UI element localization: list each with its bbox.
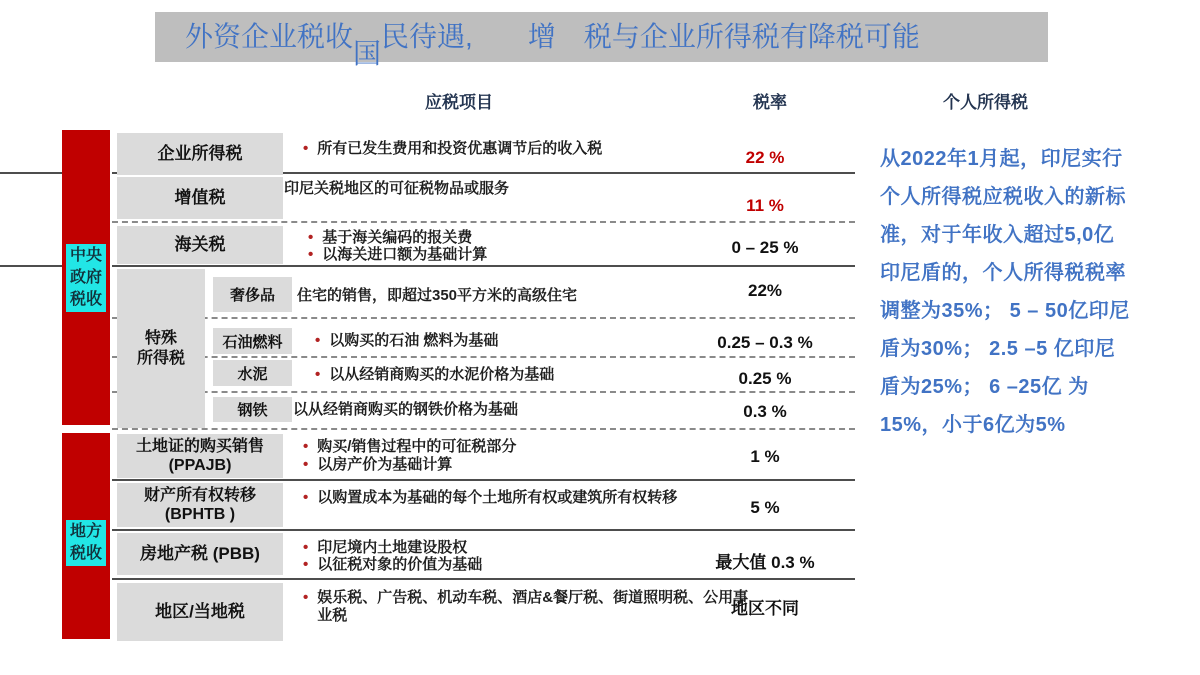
row-label-customs-tax [117, 226, 283, 264]
desc-steel [293, 401, 518, 419]
divider-line [112, 479, 855, 481]
central-label-line: 税收 [69, 291, 102, 308]
desc-text: 印尼关税地区的可征税物品或服务 [284, 180, 510, 197]
slide-title [155, 12, 1048, 69]
bullet-icon [303, 140, 308, 158]
subrow-label-luxury [213, 277, 292, 312]
row-label-corporate-income-tax [117, 133, 283, 175]
desc-text: 以从经销商购买的钢铁价格为基础 [293, 401, 519, 418]
bullet-icon [308, 229, 313, 247]
row-label-text: (BPHTB ) [164, 506, 236, 523]
desc-cement [315, 366, 554, 384]
row-label-text: 增值税 [174, 187, 226, 207]
subrow-label-oil-fuel [213, 328, 292, 354]
desc-text: 以海关进口额为基础计算 [322, 246, 488, 263]
rate-luxury: 22% [747, 281, 783, 300]
central-gov-tax-label [66, 244, 106, 312]
rate-steel: 0.3 % [743, 402, 787, 421]
subrow-label-text: 钢铁 [237, 402, 268, 419]
rate-oil-fuel: 0.25 – 0.3 % [717, 333, 813, 352]
bullet-icon [303, 556, 308, 574]
desc-text: 基于海关编码的报关费 [322, 229, 473, 246]
divider-line [112, 391, 855, 393]
bullet-icon [303, 489, 308, 507]
bullet-icon [315, 332, 320, 350]
desc-corporate-income-tax [303, 140, 602, 158]
row-label-ppajb [117, 434, 283, 478]
desc-text: 娱乐税、广告税、机动车税、酒店&餐厅税、街道照明税、公用事业税 [317, 589, 749, 624]
row-label-pbb [117, 533, 283, 575]
local-tax-label [66, 520, 106, 566]
row-label-text: 特殊 [144, 330, 177, 348]
divider-line [112, 356, 855, 358]
rate-regional: 地区不同 [731, 599, 799, 618]
left-stub-line-top [0, 172, 62, 174]
bullet-icon [303, 539, 308, 557]
desc-ppajb-1 [303, 438, 516, 456]
divider-line [112, 578, 855, 580]
rate-cement: 0.25 % [738, 369, 792, 388]
central-label-line: 政府 [69, 269, 102, 286]
bullet-icon [308, 246, 313, 264]
title-part4: 税与企业所得税有降税可能 [583, 21, 920, 52]
row-label-text: 土地证的购买销售 [135, 437, 264, 455]
desc-customs-2 [308, 246, 487, 264]
row-label-text: 地区/当地税 [155, 601, 245, 621]
rate-vat: 11 % [746, 196, 784, 215]
title-part1: 外资企业税收 [185, 21, 354, 52]
row-label-text: 房地产税 (PBB) [140, 543, 260, 563]
bullet-icon [303, 589, 308, 607]
desc-text: 印尼境内土地建设股权 [317, 539, 468, 556]
left-stub-line-bottom [0, 265, 62, 267]
header-tax-rate: 税率 [753, 93, 787, 112]
subrow-label-text: 石油燃料 [222, 333, 283, 351]
divider-line [112, 529, 855, 531]
desc-vat [284, 180, 509, 198]
header-personal-income-tax: 个人所得税 [943, 93, 1028, 112]
desc-customs-1 [308, 229, 472, 247]
divider-line [112, 428, 855, 430]
desc-text: 购买/销售过程中的可征税部分 [317, 438, 517, 455]
title-dropped-char: 国 [353, 38, 382, 69]
desc-regional [303, 589, 753, 624]
local-label-line: 地方 [69, 523, 102, 540]
desc-luxury [297, 287, 577, 305]
divider-line [112, 265, 855, 267]
row-label-bphtb [117, 483, 283, 527]
row-label-text: 企业所得税 [157, 143, 243, 163]
bullet-icon [315, 366, 320, 384]
row-label-text: (PPAJB) [168, 457, 232, 474]
rate-customs: 0 – 25 % [731, 238, 799, 257]
bullet-icon [303, 456, 308, 474]
row-label-vat [117, 177, 283, 219]
rate-corporate-income-tax: 22 % [745, 148, 785, 167]
title-part3: 增 [527, 21, 556, 52]
row-label-text: 所得税 [136, 349, 185, 367]
central-label-line: 中央 [69, 247, 102, 264]
rate-pbb: 最大值 0.3 % [715, 553, 815, 572]
row-label-text: 财产所有权转移 [143, 486, 256, 504]
subrow-label-text: 水泥 [237, 365, 268, 383]
row-label-special-income-tax [117, 269, 205, 428]
desc-text: 以征税对象的价值为基础 [317, 556, 483, 573]
desc-text: 住宅的销售，即超过350平方米的高级住宅 [297, 287, 578, 304]
desc-pbb-2 [303, 556, 482, 574]
subrow-label-cement [213, 360, 292, 386]
rate-bphtb: 5 % [750, 498, 780, 517]
row-label-regional-tax [117, 583, 283, 641]
subrow-label-steel [213, 397, 292, 422]
row-label-text: 海关税 [174, 234, 226, 254]
desc-pbb-1 [303, 539, 467, 557]
rate-ppajb: 1 % [750, 447, 780, 466]
desc-ppajb-2 [303, 456, 452, 474]
subrow-label-text: 奢侈品 [229, 287, 275, 304]
desc-text: 所有已发生费用和投资优惠调节后的收入税 [317, 140, 603, 157]
desc-oil-fuel [315, 332, 498, 350]
divider-line [112, 221, 855, 223]
title-part2: 民待遇, [381, 21, 473, 52]
local-label-line: 税收 [69, 545, 102, 562]
desc-text: 以购买的石油 燃料为基础 [329, 332, 499, 349]
divider-line [112, 317, 855, 319]
desc-text: 以从经销商购买的水泥价格为基础 [329, 366, 555, 383]
desc-text: 以房产价为基础计算 [317, 456, 453, 473]
personal-income-tax-note: 从2022年1月起，印尼实行个人所得税应税收入的新标准，对于年收入超过5,0亿印尼盾的，个人所得税税率调整为35%； 5 – 50亿印尼盾为30%； 2.5 –5 亿印尼盾为25%； 6 –25亿 为15%，小于6亿为5% [880, 148, 1130, 436]
desc-text: 以购置成本为基础的每个土地所有权或建筑所有权转移 [317, 489, 678, 506]
header-taxable-items: 应税项目 [425, 93, 493, 112]
bullet-icon [303, 438, 308, 456]
